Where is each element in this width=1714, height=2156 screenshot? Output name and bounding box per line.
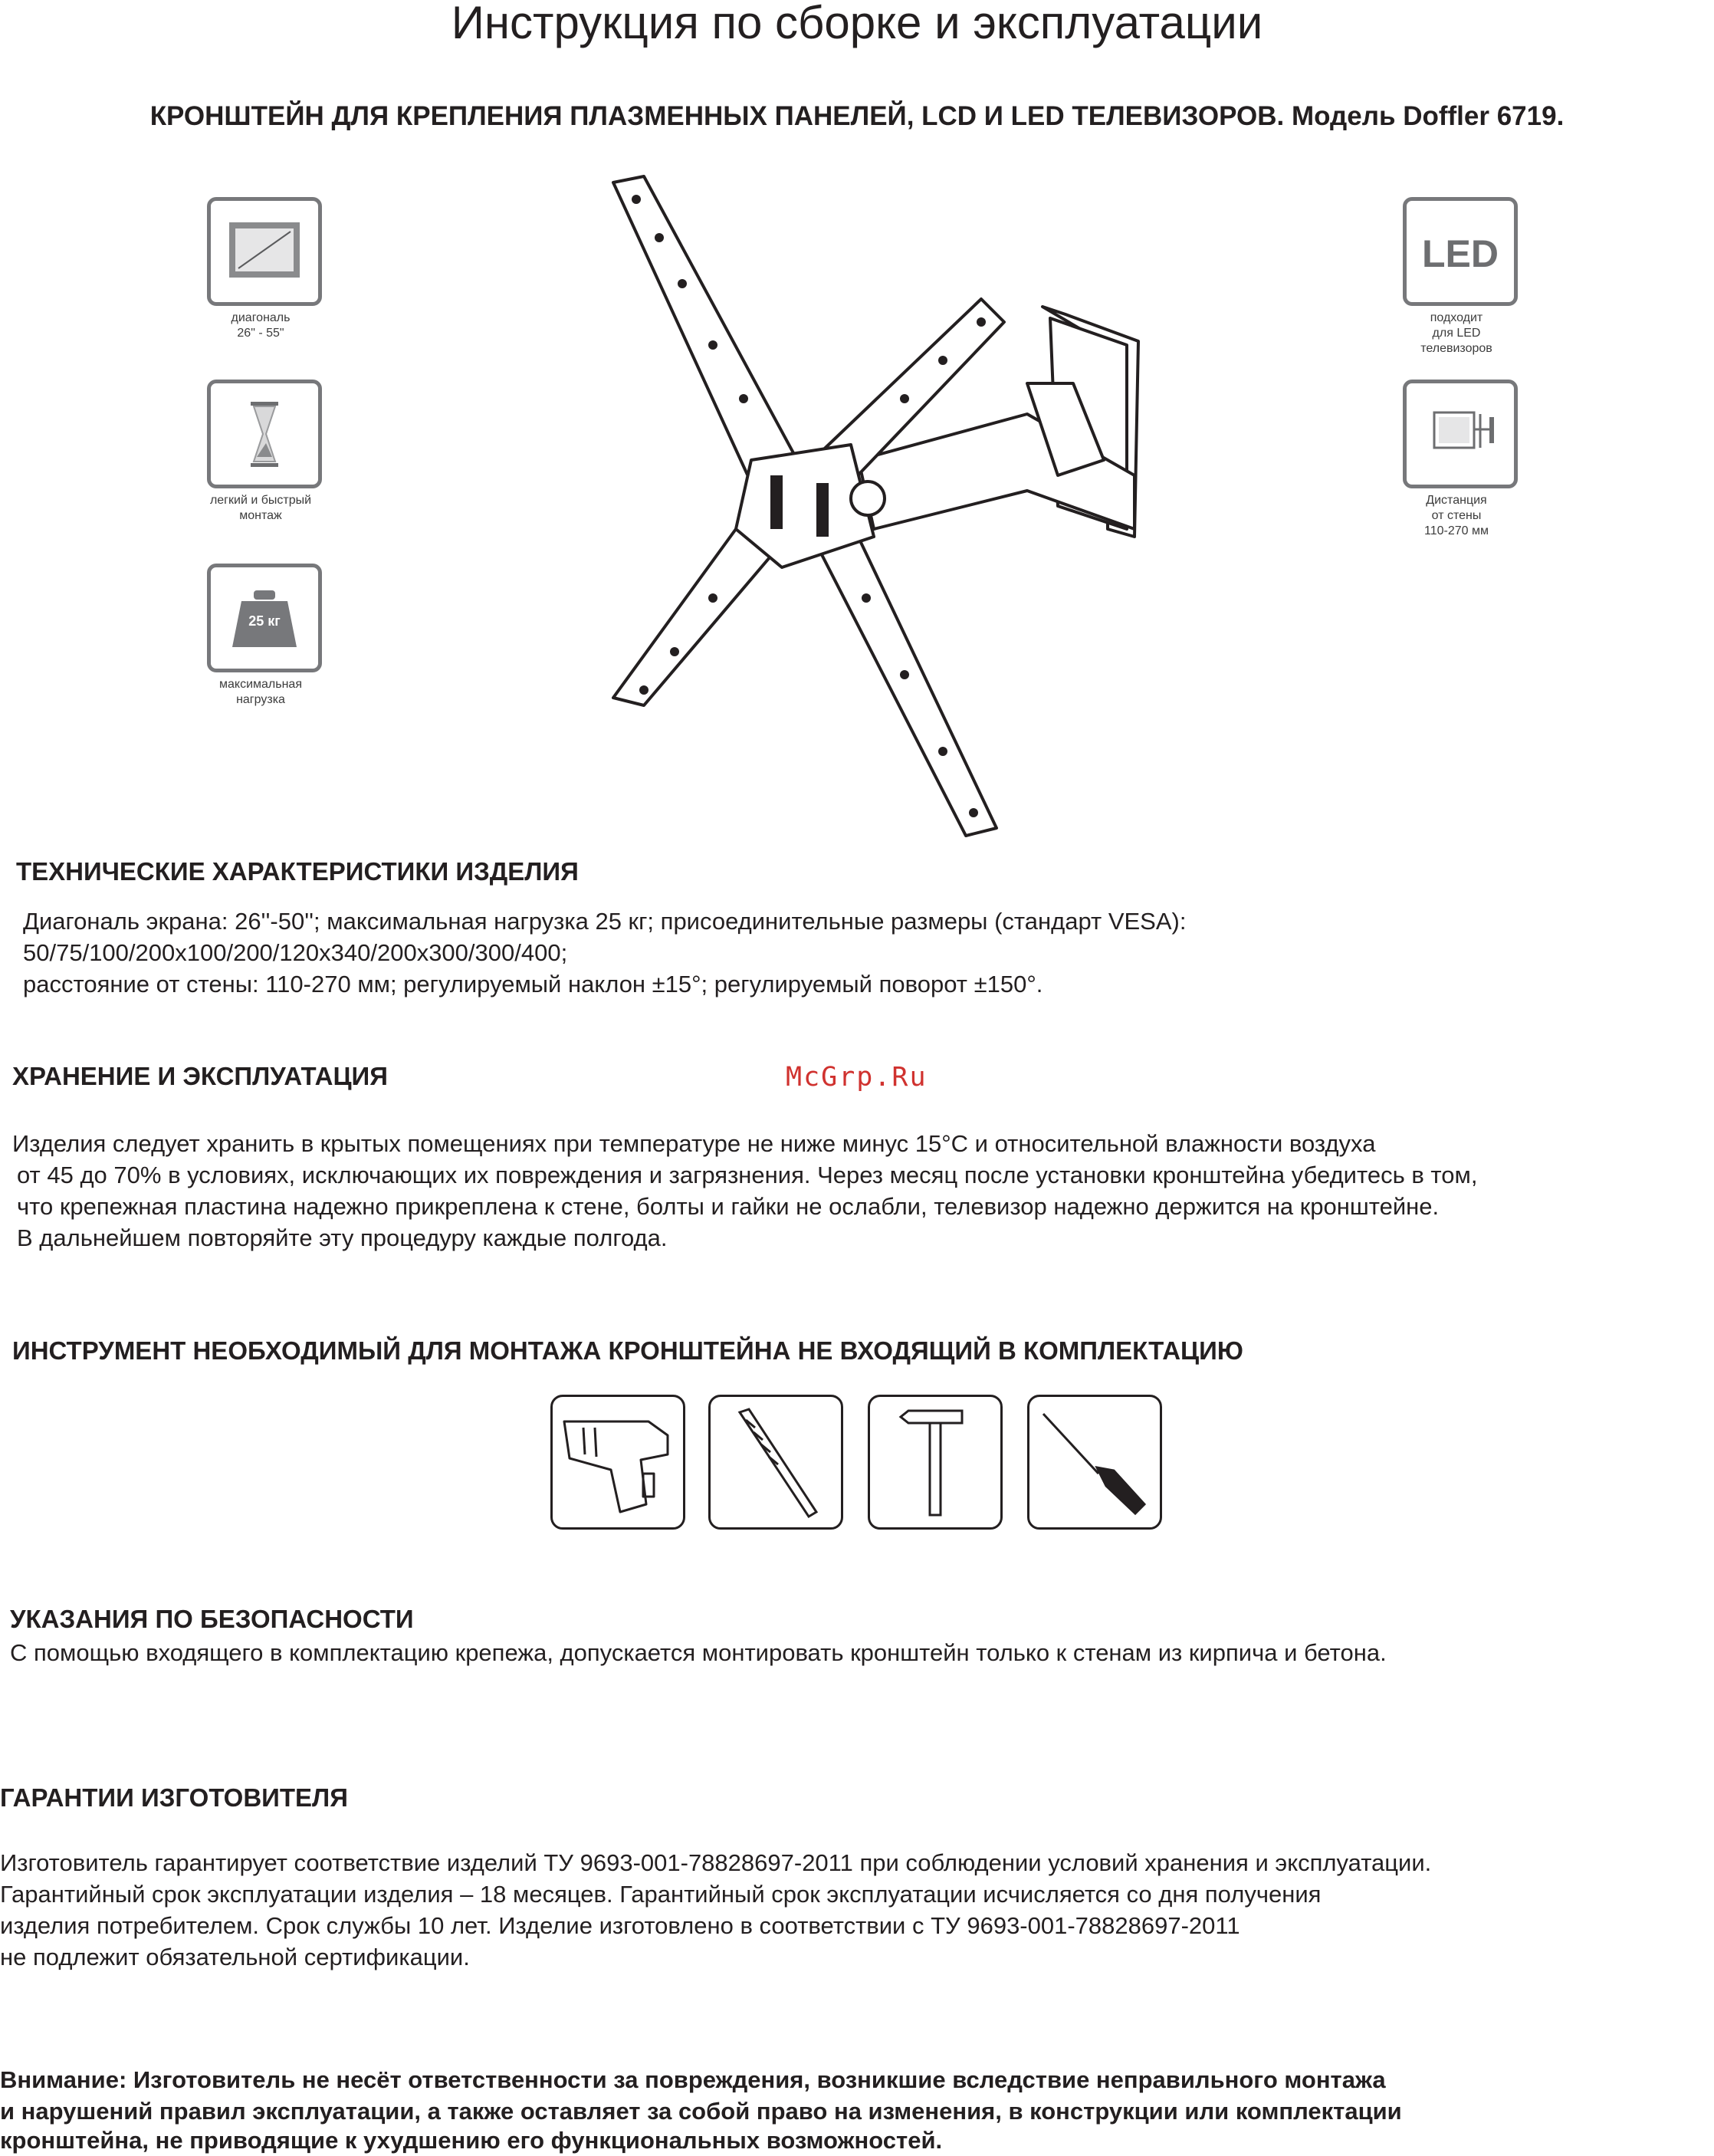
storage-line-2: от 45 до 70% в условиях, исключающих их повреждения и загрязнения. Через месяц после установки кронштейна убедитесь в том, [17,1162,1478,1188]
warranty-line-4: не подлежит обязательной сертификации. [0,1944,470,1970]
screwdriver-icon [1027,1395,1162,1530]
storage-line-4: В дальнейшем повторяйте эту процедуру каждые полгода. [17,1224,668,1251]
wall-distance-icon [1403,380,1518,488]
tools-heading: ИНСТРУМЕНТ НЕОБХОДИМЫЙ ДЛЯ МОНТАЖА КРОНШТЕЙНА НЕ ВХОДЯЩИЙ В КОМПЛЕКТАЦИЮ [12,1336,1243,1365]
watermark: McGrp.Ru [786,1062,928,1093]
max-load-caption: максимальная нагрузка [219,678,302,706]
led-label: LED [1422,232,1499,275]
specs-heading: ТЕХНИЧЕСКИЕ ХАРАКТЕРИСТИКИ ИЗДЕЛИЯ [16,857,579,886]
specs-line-1: Диагональ экрана: 26''-50''; максимальная нагрузка 25 кг; присоединительные размеры (стандарт VESA): [23,908,1187,935]
storage-heading: ХРАНЕНИЕ И ЭКСПЛУАТАЦИЯ [12,1062,388,1090]
storage-line-3: что крепежная пластина надежно прикреплена к стене, болты и гайки не ослабли, телевизор надежно держится на кронштейне. [17,1193,1440,1220]
hammer-icon [868,1395,1003,1530]
weight-label: 25 кг [248,613,281,629]
attention-line-3: кронштейна, не приводящие к ухудшению его функциональных возможностей. [0,2127,943,2154]
safety-line-1: С помощью входящего в комплектацию крепежа, допускается монтировать кронштейн только к стенам из кирпича и бетона. [10,1639,1387,1666]
attention-line-2: и нарушений правил эксплуатации, а также оставляет за собой право на изменения, в конструкции или комплектации [0,2098,1402,2125]
led-caption: подходит для LED телевизоров [1420,311,1492,355]
drill-bit-icon [708,1395,843,1530]
safety-heading: УКАЗАНИЯ ПО БЕЗОПАСНОСТИ [10,1605,414,1633]
wall-distance-caption: Дистанция от стены 110-270 мм [1424,494,1489,537]
page-title: Инструкция по сборке и эксплуатации [451,0,1263,48]
storage-line-1: Изделия следует хранить в крытых помещениях при температуре не ниже минус 15°С и относительной влажности воздуха [12,1130,1376,1157]
hourglass-icon [207,380,322,488]
quick-install-caption: легкий и быстрый монтаж [209,494,312,522]
diagonal-caption: диагональ 26" - 55" [231,311,291,340]
led-icon [1403,197,1518,306]
bracket-illustration [598,169,1150,843]
drill-icon [550,1395,685,1530]
warranty-line-1: Изготовитель гарантирует соответствие изделий ТУ 9693-001-78828697-2011 при соблюдении условий хранения и эксплуатации. [0,1849,1432,1876]
diagonal-screen-icon [207,197,322,306]
attention-line-1: Внимание: Изготовитель не несёт ответственности за повреждения, возникшие вследствие неправильного монтажа [0,2066,1386,2093]
warranty-heading: ГАРАНТИИ ИЗГОТОВИТЕЛЯ [0,1783,348,1812]
warranty-line-2: Гарантийный срок эксплуатации изделия – 18 месяцев. Гарантийный срок эксплуатации исчисляется со дня получения [0,1881,1322,1908]
product-subtitle: КРОНШТЕЙН ДЛЯ КРЕПЛЕНИЯ ПЛАЗМЕННЫХ ПАНЕЛЕЙ, LCD И LED ТЕЛЕВИЗОРОВ. Модель Doffler 6719. [149,101,1565,131]
specs-line-3: расстояние от стены: 110-270 мм; регулируемый наклон ±15°; регулируемый поворот ±150°. [23,971,1043,997]
warranty-line-3: изделия потребителем. Срок службы 10 лет. Изделие изготовлено в соответствии с ТУ 9693-001-78828697-2011 [0,1912,1240,1939]
weight-icon [207,564,322,672]
specs-line-2: 50/75/100/200x100/200/120x340/200x300/300/400; [23,939,568,966]
